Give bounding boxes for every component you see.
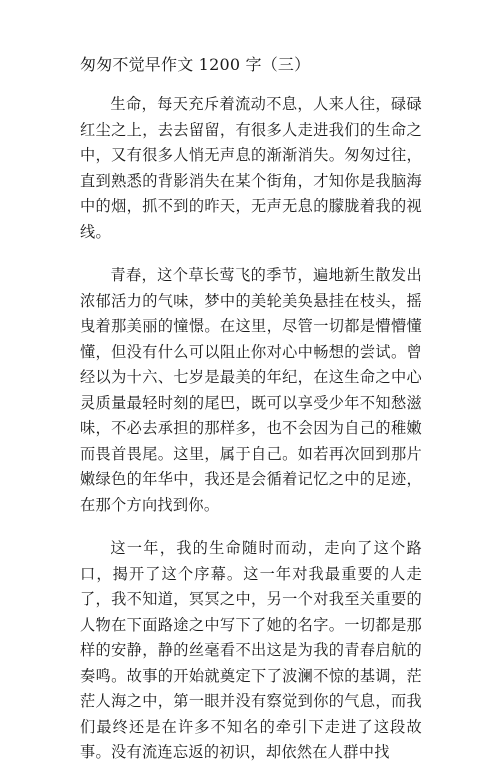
paragraph-3: 这一年，我的生命随时而动，走向了这个路口，揭开了这个序幕。这一年对我最重要的人走了，我不知道，冥冥之中，另一个对我至关重要的人物在下面路途之中写下了她的名字。一切都是那样的安静，静的丝毫看不出这是为我的青春启航的奏鸣。故事的开始就奠定下了波澜不惊的基调，茫茫人海之中，第一眼并没有察觉到你的气息，而我们最终还是在许多不知名的牵引下走进了这段故事。没有流连忘返的初识，却依然在人群中找 (80, 539, 422, 761)
paragraph-1: 生命，每天充斥着流动不息，人来人往，碌碌红尘之上，去去留留，有很多人走进我们的生命之中，又有很多人悄无声息的渐渐消失。匆匆过往，直到熟悉的背影消失在某个街角，才知你是我脑海中的烟，抓不到的昨天，无声无息的朦胧着我的视线。 (80, 95, 422, 241)
document-title: 匆匆不觉早作文 1200 字（三） (80, 55, 311, 74)
paragraph-2: 青春，这个草长莺飞的季节，遍地新生散发出浓郁活力的气味，梦中的美轮美奂悬挂在枝头，摇曳着那美丽的憧憬。在这里，尽管一切都是懵懵懂懂，但没有什么可以阻止你对心中畅想的尝试。曾经以为十六、七岁是最美的年纪，在这生命之中心灵质量最轻时刻的尾巴，既可以享受少年不知愁滋味，不必去承担的那样多，也不会因为自己的稚嫩而畏首畏尾。这里，属于自己。如若再次回到那片嫩绿色的年华中，我还是会循着记忆之中的足迹，在那个方向找到你。 (80, 266, 422, 514)
